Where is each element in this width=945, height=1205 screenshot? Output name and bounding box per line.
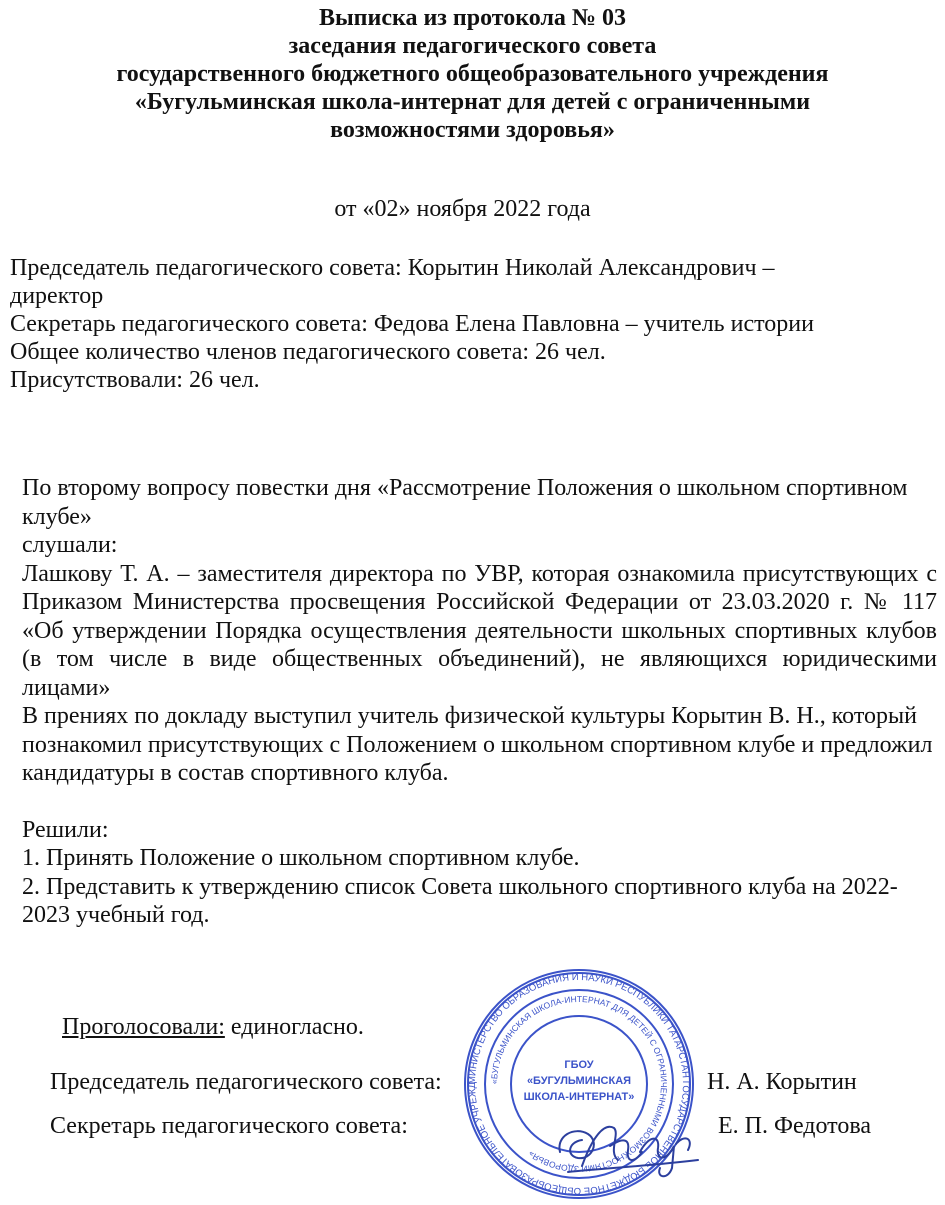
chair-signature-role: Председатель педагогического совета: bbox=[50, 1069, 442, 1095]
protocol-body bbox=[22, 474, 937, 930]
report-paragraph: Лашкову Т. А. – заместителя директора по УВР, которая ознакомила присутствующих с Приказом Министерства просвещения Российской Федерации от 23.03.2020 г. № 117 «Об утверждении Порядка осуществления деятельности школьных спортивных клубов (в том числе в виде общественных объединений), не являющихся юридическими лицами» bbox=[22, 560, 937, 701]
header-title: Выписка из протокола № 03 bbox=[318, 5, 627, 31]
stamp-inner-text: «БУГУЛЬМИНСКАЯ ШКОЛА-ИНТЕРНАТ ДЛЯ ДЕТЕЙ С ОГРАНИЧЕННЫМИ ВОЗМОЖНОСТЯМИ ЗДОРОВЬЯ» bbox=[488, 993, 670, 1175]
agenda-question: По второму вопросу повестки дня «Рассмотрение Положения о школьном спортивном клубе» bbox=[22, 475, 908, 530]
header-institution-type: государственного бюджетного общеобразовательного учреждения bbox=[116, 61, 829, 87]
header-institution-name: «Бугульминская школа-интернат для детей с ограниченными bbox=[134, 89, 811, 115]
handwritten-signature bbox=[548, 1108, 708, 1188]
spacer bbox=[22, 788, 937, 816]
header-meeting: заседания педагогического совета bbox=[288, 33, 657, 59]
stamp-center-line: ГБОУ bbox=[564, 1059, 594, 1071]
meeting-date: от «02» ноября 2022 года bbox=[334, 196, 591, 222]
vote-result bbox=[62, 1013, 364, 1041]
debate-paragraph: В прениях по докладу выступил учитель физической культуры Корытин В. Н., который познакомил присутствующих с Положением о школьном спортивном клубе и предложил кандидатуры в состав спортивного клуба. bbox=[22, 703, 933, 786]
present-count: Присутствовали: 26 чел. bbox=[10, 367, 260, 393]
stamp-center-line: «БУГУЛЬМИНСКАЯ bbox=[526, 1075, 632, 1087]
secretary-signature-role: Секретарь педагогического совета: bbox=[50, 1113, 408, 1139]
secretary-line: Секретарь педагогического совета: Федова Елена Павловна – учитель истории bbox=[10, 311, 814, 337]
secretary-signature-name: Е. П. Федотова bbox=[718, 1113, 872, 1139]
vote-label: Проголосовали: bbox=[62, 1014, 225, 1040]
document-header bbox=[0, 4, 945, 144]
decision-item: 1. Принять Положение о школьном спортивном клубе. bbox=[22, 845, 580, 871]
signature-icon bbox=[548, 1108, 708, 1188]
decisions-label: Решили: bbox=[22, 816, 109, 843]
meeting-info bbox=[10, 254, 935, 394]
stamp-outer-text: МИНИСТЕРСТВО ОБРАЗОВАНИЯ И НАУКИ РЕСПУБЛИКИ ТАТАРСТАН ГОСУДАРСТВЕННОЕ БЮДЖЕТНОЕ ОБЩЕОБРАЗОВАТЕЛЬНОЕ УЧРЕЖД bbox=[466, 971, 692, 1197]
header-institution-name-end: возможностями здоровья» bbox=[330, 117, 615, 143]
vote-value: единогласно. bbox=[224, 1014, 364, 1040]
stamp-center-line: ШКОЛА-ИНТЕРНАТ» bbox=[523, 1091, 635, 1103]
decision-item: 2. Представить к утверждению список Совета школьного спортивного клуба на 2022-2023 учебный год. bbox=[22, 873, 898, 928]
chair-position: директор bbox=[10, 283, 104, 309]
heard-label: слушали: bbox=[22, 532, 118, 558]
chair-line: Председатель педагогического совета: Корытин Николай Александрович – bbox=[10, 255, 775, 281]
members-total: Общее количество членов педагогического совета: 26 чел. bbox=[10, 339, 606, 365]
chair-signature-name: Н. А. Корытин bbox=[707, 1069, 857, 1095]
